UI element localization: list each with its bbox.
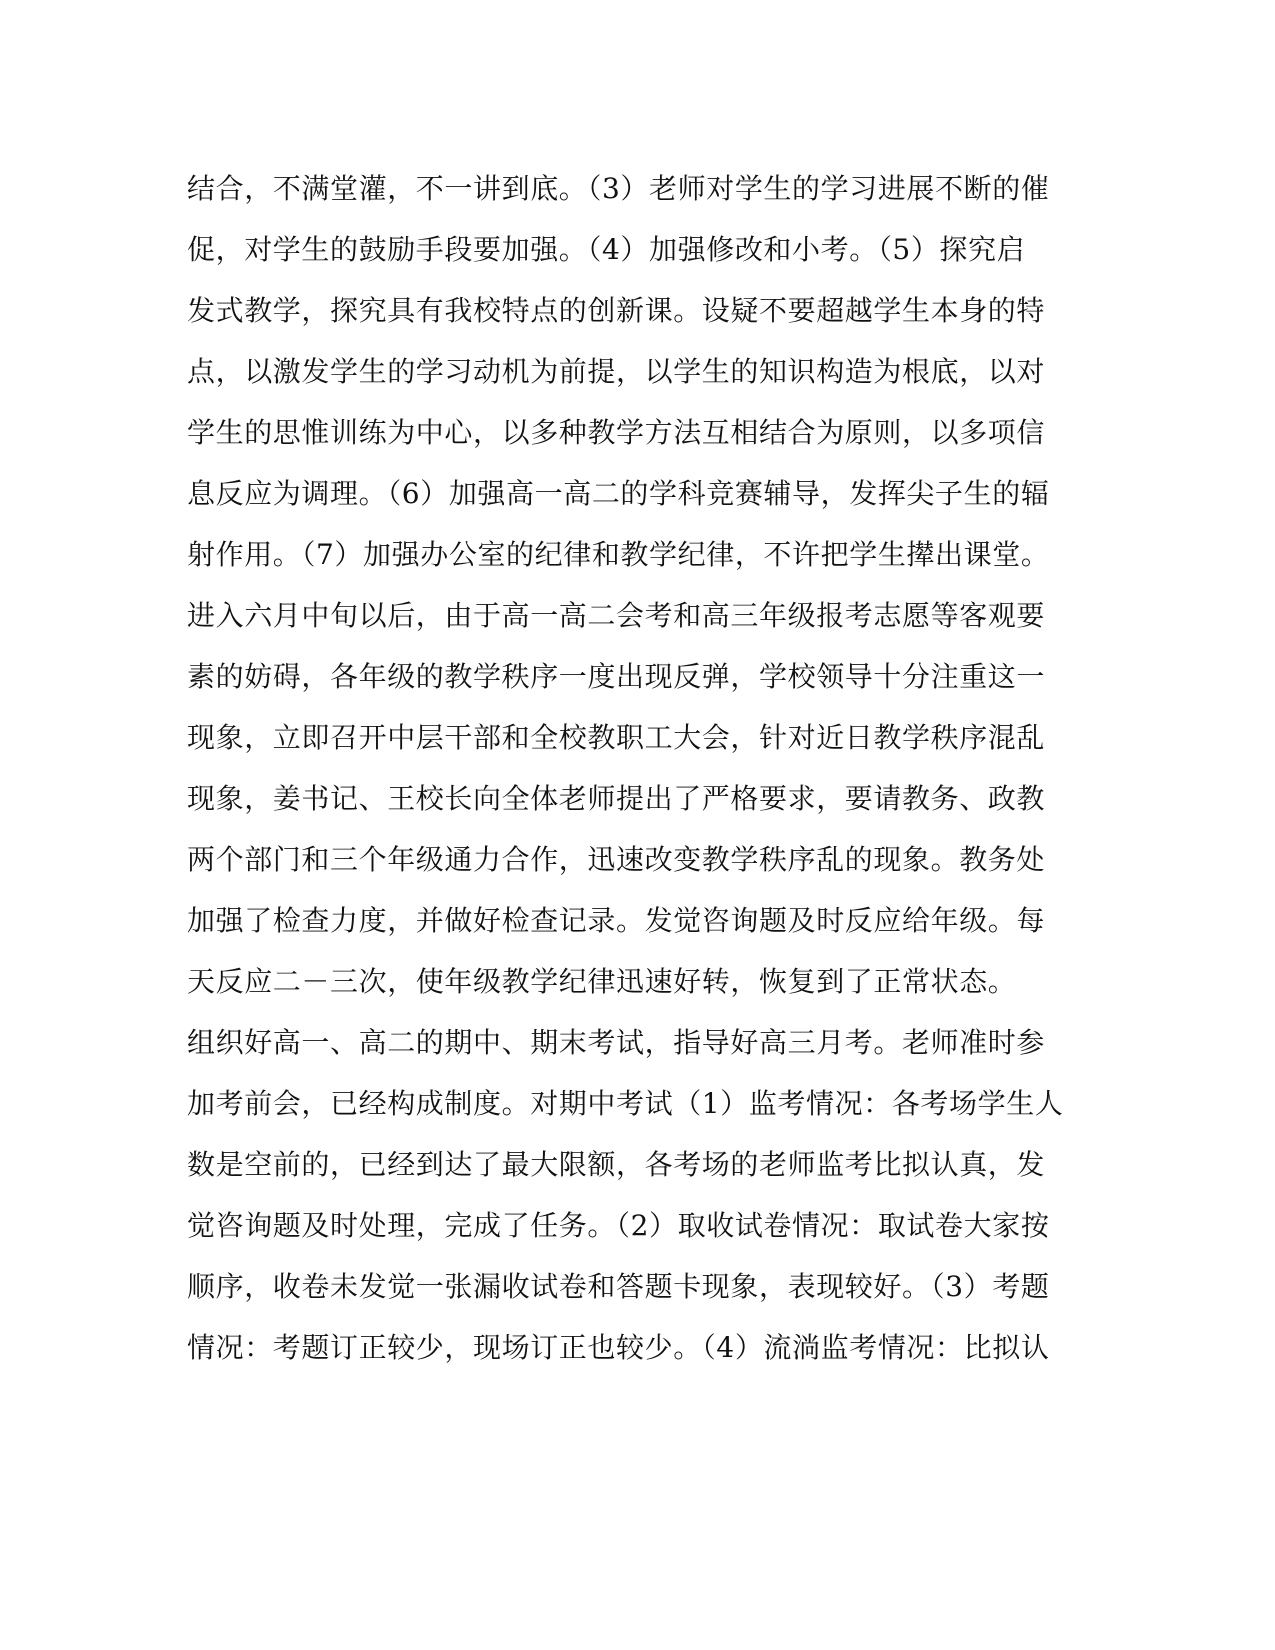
text-line: 加强了检查力度，并做好检查记录。发觉咨询题及时反应给年级。每: [187, 904, 1046, 937]
text-line: 觉咨询题及时处理，完成了任务。（2）取收试卷情况：取试卷大家按: [187, 1209, 1050, 1242]
text-line: 天反应二－三次，使年级教学纪律迅速好转，恢复到了正常状态。: [187, 965, 1017, 998]
text-line: 现象，姜书记、王校长向全体老师提出了严格要求，要请教务、政教: [187, 782, 1046, 815]
text-line: 顺序，收卷未发觉一张漏收试卷和答题卡现象，表现较好。（3）考题: [187, 1270, 1050, 1303]
text-line: 学生的思惟训练为中心，以多种教学方法互相结合为原则，以多项信: [187, 416, 1046, 449]
text-line: 促，对学生的鼓励手段要加强。（4）加强修改和小考。（5）探究启: [187, 233, 1026, 266]
text-line: 结合，不满堂灌，不一讲到底。（3）老师对学生的学习进展不断的催: [187, 172, 1050, 205]
text-line: 发式教学，探究具有我校特点的创新课。设疑不要超越学生本身的特: [187, 294, 1046, 327]
text-line: 加考前会，已经构成制度。对期中考试（1）监考情况：各考场学生人: [187, 1087, 1064, 1120]
body-text: [187, 158, 1087, 1378]
text-line: 进入六月中旬以后，由于高一高二会考和高三年级报考志愿等客观要: [187, 599, 1046, 632]
text-line: 情况：考题订正较少，现场订正也较少。（4）流淌监考情况：比拟认: [187, 1331, 1050, 1364]
text-line: 现象，立即召开中层干部和全校教职工大会，针对近日教学秩序混乱: [187, 721, 1046, 754]
text-line: 两个部门和三个年级通力合作，迅速改变教学秩序乱的现象。教务处: [187, 843, 1046, 876]
text-line: 息反应为调理。（6）加强高一高二的学科竞赛辅导，发挥尖子生的辐: [187, 477, 1050, 510]
text-line: 射作用。（7）加强办公室的纪律和教学纪律，不许把学生撵出课堂。: [187, 538, 1050, 571]
text-line: 组织好高一、高二的期中、期末考试，指导好高三月考。老师准时参: [187, 1026, 1046, 1059]
text-line: 素的妨碍，各年级的教学秩序一度出现反弹，学校领导十分注重这一: [187, 660, 1046, 693]
text-line: 数是空前的，已经到达了最大限额，各考场的老师监考比拟认真，发: [187, 1148, 1046, 1181]
text-line: 点，以激发学生的学习动机为前提，以学生的知识构造为根底，以对: [187, 355, 1046, 388]
